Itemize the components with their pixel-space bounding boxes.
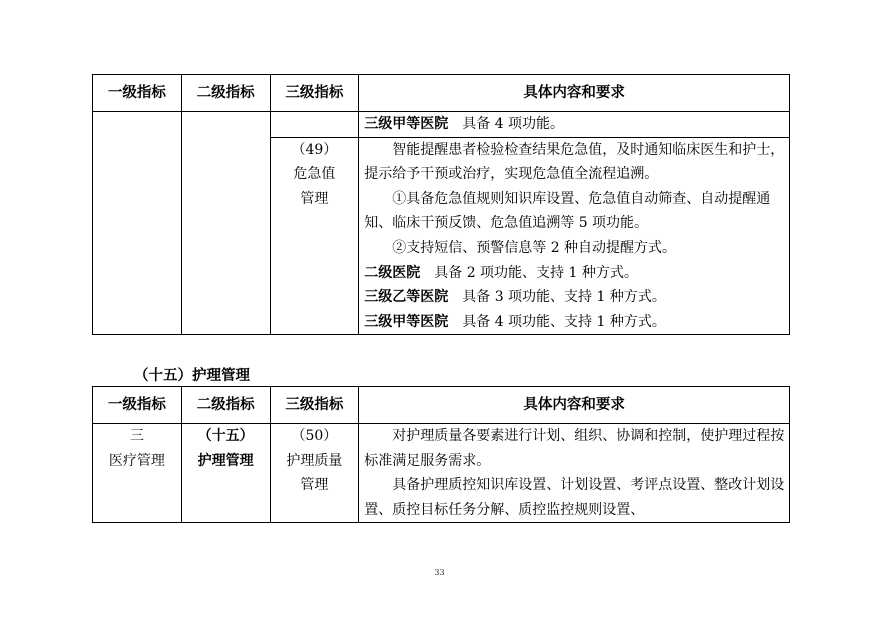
header-level3: 三级指标 <box>270 387 359 424</box>
table-header-row <box>93 75 790 112</box>
header-level1: 一级指标 <box>93 75 182 112</box>
level2-number: （十五） <box>197 428 254 444</box>
header-content: 具体内容和要求 <box>359 75 790 112</box>
paragraph: 智能提醒患者检验检查结果危急值，及时通知临床医生和护士，提示给予干预或治疗，实现危急值全流程追溯。 <box>364 141 785 183</box>
grade-label: 三级甲等医院 <box>364 116 449 132</box>
level3-cell <box>270 137 359 335</box>
table-row <box>93 112 790 138</box>
grade-label: 三级甲等医院 <box>364 313 449 330</box>
level2-name: 护理管理 <box>197 452 254 469</box>
item-number: （50） <box>291 428 338 444</box>
grade-text: 具备 4 项功能。 <box>462 116 565 132</box>
content-cell <box>359 137 790 335</box>
table-lower <box>92 386 790 523</box>
content-cell <box>359 424 790 523</box>
grade-text: 具备 4 项功能、支持 1 种方式。 <box>462 313 666 330</box>
paragraph: ②支持短信、预警信息等 2 种自动提醒方式。 <box>392 239 677 256</box>
item-number: （49） <box>291 141 338 158</box>
level3-cell <box>270 424 359 523</box>
paragraph: 具备护理质控知识库设置、计划设置、考评点设置、整改计划设置、质控目标任务分解、质控监控规则设置、 <box>364 477 785 518</box>
item-name: 护理质量 <box>286 452 343 469</box>
section-title: （十五）护理管理 <box>134 368 250 384</box>
header-level2: 二级指标 <box>181 387 270 424</box>
level2-cell <box>181 424 270 523</box>
level1-name: 医疗管理 <box>108 452 165 469</box>
table-row <box>93 424 790 523</box>
grade-label: 三级乙等医院 <box>364 289 449 306</box>
level1-cell <box>93 424 182 523</box>
level1-cell <box>93 112 182 335</box>
level1-number: 三 <box>129 428 144 444</box>
content-cell <box>359 112 790 138</box>
level2-cell <box>181 112 270 335</box>
paragraph: 对护理质量各要素进行计划、组织、协调和控制，使护理过程按标准满足服务需求。 <box>364 428 785 469</box>
page-number: 33 <box>434 568 445 577</box>
table-header-row <box>93 387 790 424</box>
header-content: 具体内容和要求 <box>359 387 790 424</box>
header-level1: 一级指标 <box>93 387 182 424</box>
item-name: 管理 <box>300 477 329 494</box>
table-upper <box>92 74 790 335</box>
grade-label: 二级医院 <box>364 264 421 281</box>
header-level2: 二级指标 <box>181 75 270 112</box>
paragraph: ①具备危急值规则知识库设置、危急值自动筛查、自动提醒通知、临床干预反馈、危急值追溯等 5 项功能。 <box>364 190 771 232</box>
header-level3: 三级指标 <box>270 75 359 112</box>
item-name: 危急值 <box>293 166 336 183</box>
grade-text: 具备 3 项功能、支持 1 种方式。 <box>462 289 666 306</box>
level3-cell <box>270 112 359 138</box>
grade-text: 具备 2 项功能、支持 1 种方式。 <box>434 264 638 281</box>
item-name: 管理 <box>300 190 329 207</box>
